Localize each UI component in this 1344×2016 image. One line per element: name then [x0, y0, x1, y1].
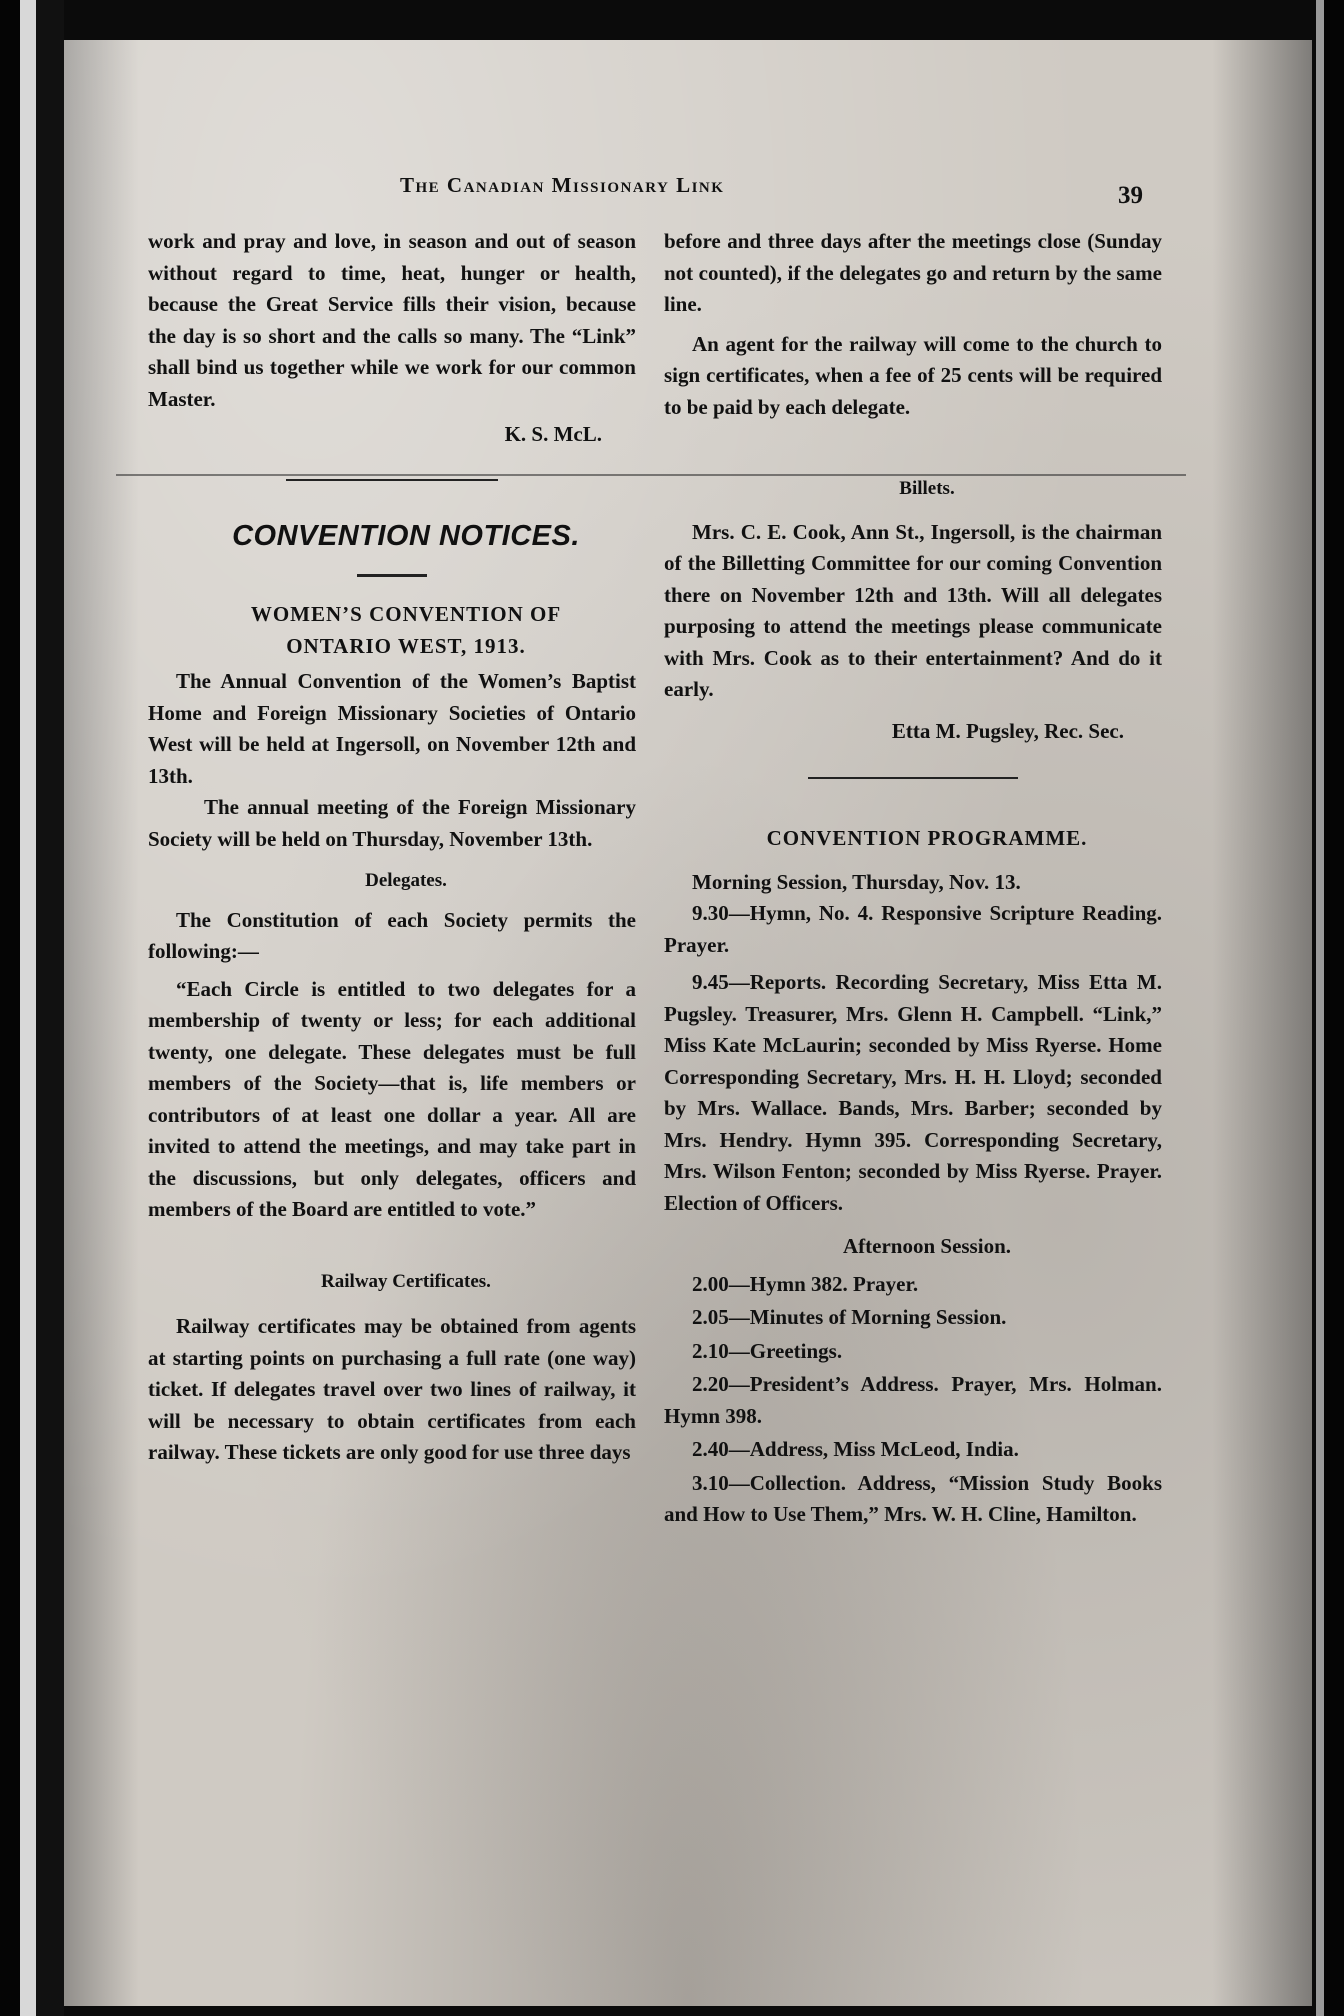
billets-heading: Billets. — [899, 478, 955, 499]
para-continued: before and three days after the meetings close (Sunday not counted), if the delegates go and return by the same line. — [664, 229, 1162, 316]
para-circle-quote: “Each Circle is entitled to two delegates for a membership of twenty or less; for each additional twenty, one delegate. These delegates must be full members of the Society—that is, life members or contributors of at least one dollar a year. All are invited to attend the meetings, and may take part in the discussions, but only delegates, officers and members of the Board are entitled to vote.” — [148, 976, 636, 1221]
film-edge-right — [1324, 0, 1344, 2016]
item-310: 3.10—Collection. Address, “Mission Study Books and How to Use Them,” Mrs. W. H. Cline, Hamilton. — [664, 1470, 1162, 1526]
afternoon-session: Afternoon Session. — [842, 1234, 1011, 1258]
para-constitution: The Constitution of each Society permits the following:— — [148, 907, 636, 963]
railway-heading: Railway Certificates. — [321, 1270, 491, 1292]
left-column — [148, 226, 636, 1469]
para-agent: An agent for the railway will come to the church to sign certificates, when a fee of 25 cents will be required to be paid by each delegate. — [664, 331, 1162, 419]
page-number: 39 — [1118, 182, 1143, 209]
film-edge-left — [0, 0, 20, 2016]
morning-session: Morning Session, Thursday, Nov. 13. — [692, 869, 1021, 894]
programme-heading: CONVENTION PROGRAMME. — [766, 826, 1088, 850]
right-column — [664, 226, 1162, 1531]
item-220: 2.20—President’s Address. Prayer, Mrs. Holman. Hymn 398. — [664, 1372, 1162, 1428]
item-205: 2.05—Minutes of Morning Session. — [692, 1305, 1007, 1329]
section-title: CONVENTION NOTICES. — [232, 519, 580, 552]
signature-ksmcl: K. S. McL. — [504, 422, 602, 446]
billets-signature: Etta M. Pugsley, Rec. Sec. — [891, 718, 1124, 743]
item-930: 9.30—Hymn, No. 4. Responsive Scripture Reading. Prayer. — [664, 901, 1162, 957]
item-210: 2.10—Greetings. — [692, 1338, 843, 1363]
film-stripe-left — [20, 0, 36, 2016]
para-annual-convention: The Annual Convention of the Women’s Baptist Home and Foreign Missionary Societies of Ontario West will be held at Ingersoll, on November 12th and 13th. — [148, 669, 636, 788]
intro-paragraph: work and pray and love, in season and out of season without regard to time, heat, hunger or health, because the Great Service fills their vision, because the day is so short and the calls so many. The “Link” shall bind us together while we work for our common Master. — [148, 229, 636, 411]
billets-divider — [808, 777, 1018, 779]
convention-heading-line2: ONTARIO WEST, 1913. — [286, 633, 526, 658]
convention-heading-line1: WOMEN’S CONVENTION OF — [250, 602, 562, 626]
delegates-heading: Delegates. — [365, 870, 447, 891]
title-underline — [357, 574, 427, 577]
item-200: 2.00—Hymn 382. Prayer. — [692, 1271, 919, 1296]
item-240: 2.40—Address, Miss McLeod, India. — [692, 1437, 1019, 1461]
running-head: The Canadian Missionary Link — [400, 173, 725, 197]
film-stripe-right — [1316, 0, 1324, 2016]
film-shadow-left — [36, 0, 64, 2016]
item-945: 9.45—Reports. Recording Secretary, Miss Etta M. Pugsley. Treasurer, Mrs. Glenn H. Campbell. “Link,” Miss Kate McLaurin; seconded by Miss Ryerse. Home Corresponding Secretary, Mrs. H. H. Lloyd; seconded by Mrs. Wallace. Bands, Mrs. Barber; seconded by Mrs. Hendry. Hymn 395. Corresponding Secretary, Mrs. Wilson Fenton; seconded by Miss Ryerse. Prayer. Election of Officers. — [664, 970, 1162, 1215]
para-annual-meeting: The annual meeting of the Foreign Missionary Society will be held on Thursday, November 13th. — [148, 795, 636, 851]
para-railway: Railway certificates may be obtained from agents at starting points on purchasing a full rate (one way) ticket. If delegates travel over two lines of railway, it will be necessary to obtain certificates from each railway. These tickets are only good for use three days — [148, 1314, 636, 1464]
para-billets: Mrs. C. E. Cook, Ann St., Ingersoll, is the chairman of the Billetting Committee for our coming Convention there on November 12th and 13th. Will all delegates purposing to attend the meetings please communicate with Mrs. Cook as to their entertainment? And do it early. — [664, 519, 1162, 701]
section-divider — [286, 479, 498, 481]
